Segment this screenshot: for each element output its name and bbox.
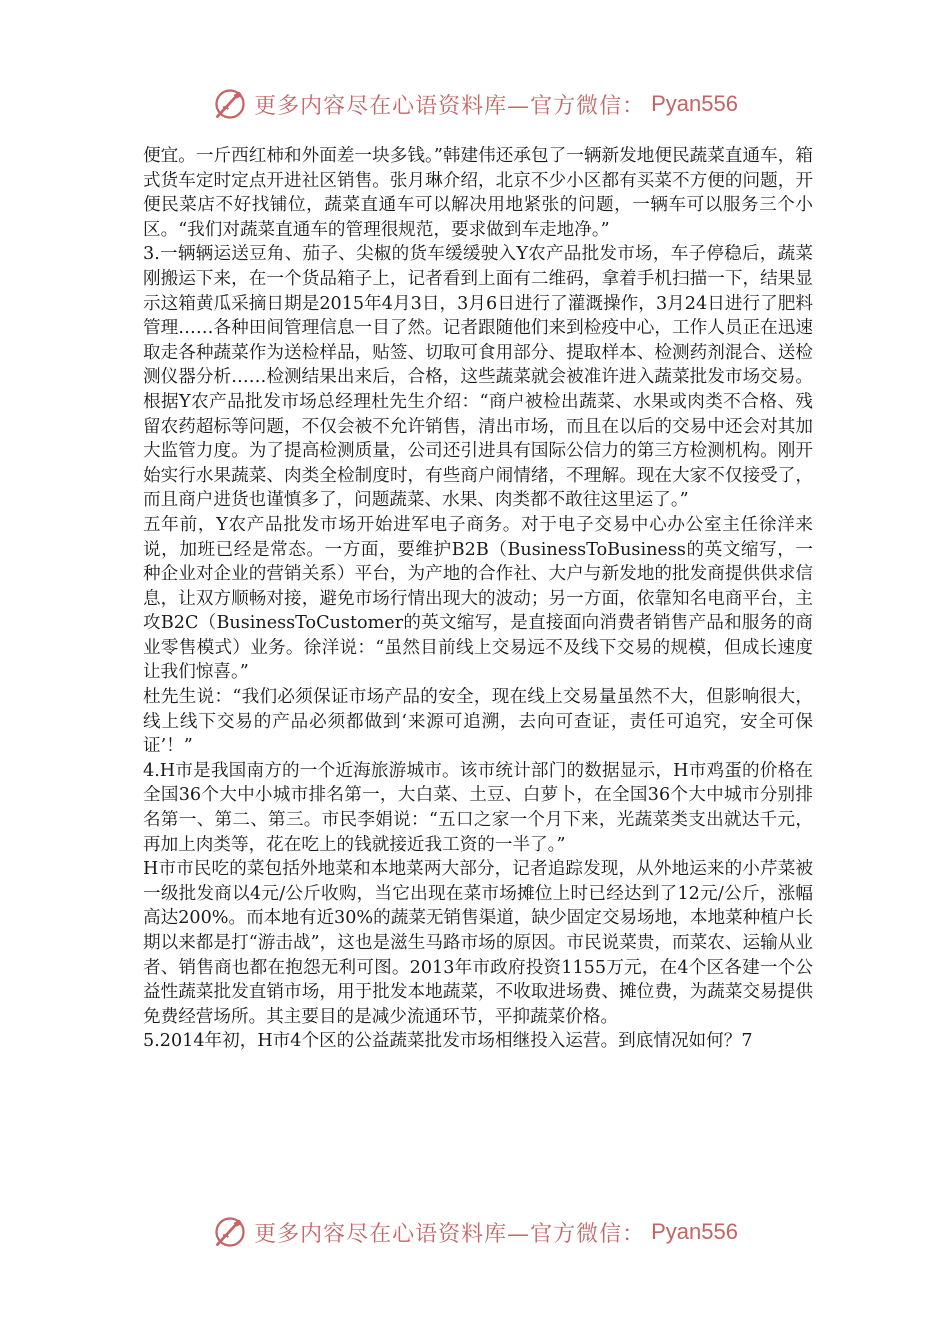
- watermark-text: 更多内容尽在心语资料库—官方微信：: [254, 1221, 646, 1247]
- watermark-wechat-id: Pyan556: [651, 1219, 738, 1244]
- paragraph: 4.H市是我国南方的一个近海旅游城市。该市统计部门的数据显示，H市鸡蛋的价格在全国36个大中小城市排名第一，大白菜、土豆、白萝卜，在全国36个大中城市分别排名第一、第二、第三。市民李娟说：“五口之家一个月下来，光蔬菜类支出就达千元，再加上肉类等，花在吃上的钱就接近我工资的一半了。”: [143, 760, 813, 855]
- paragraph: 杜先生说：“我们必须保证市场产品的安全，现在线上交易量虽然不大，但影响很大，线上线下交易的产品必须都做到‘来源可追溯，去向可查证，责任可追究，安全可保证’！”: [143, 687, 813, 757]
- watermark-header: [0, 82, 950, 126]
- watermark-wechat-id: Pyan556: [651, 91, 738, 116]
- paragraph: 五年前，Y农产品批发市场开始进军电子商务。对于电子交易中心办公室主任徐洋来说，加班已经是常态。一方面，要维护B2B（BusinessToBusiness的英文缩写，一种企业对企业的营销关系）平台，为产地的合作社、大户与新发地的批发商提供供求信息，让双方顺畅对接，避免市场行情出现大的波动；另一方面，依靠知名电商平台，主攻B2C（BusinessToCustomer的英文缩写，是直接面向消费者销售产品和服务的商业零售模式）业务。徐洋说：“虽然目前线上交易远不及线下交易的规模，但成长速度让我们惊喜。”: [143, 514, 813, 683]
- paragraph: 3.一辆辆运送豆角、茄子、尖椒的货车缓缓驶入Y农产品批发市场，车子停稳后，蔬菜刚搬运下来，在一个货品箱子上，记者看到上面有二维码，拿着手机扫描一下，结果显示这箱黄瓜采摘日期是2015年4月3日，3月6日进行了灌溉操作，3月24日进行了肥料管理……各种田间管理信息一目了然。记者跟随他们来到检疫中心，工作人员正在迅速取走各种蔬菜作为送检样品，贴签、切取可食用部分、提取样本、检测药剂混合、送检测仪器分析……检测结果出来后，合格，这些蔬菜就会被准许进入蔬菜批发市场交易。根据Y农产品批发市场总经理杜先生介绍：“商户被检出蔬菜、水果或肉类不合格、残留农药超标等问题，不仅会被不允许销售，清出市场，而且在以后的交易中还会对其加大监管力度。为了提高检测质量，公司还引进具有国际公信力的第三方检测机构。刚开始实行水果蔬菜、肉类全检制度时，有些商户闹情绪，不理解。现在大家不仅接受了，而且商户进货也谨慎多了，问题蔬菜、水果、肉类都不敢往这里运了。”: [143, 244, 813, 511]
- watermark-footer: [0, 1210, 950, 1254]
- document-body: [143, 144, 813, 1054]
- paragraph: 5.2014年初，H市4个区的公益蔬菜批发市场相继投入运营。到底情况如何？7: [143, 1031, 753, 1052]
- pen-logo-icon: [212, 1214, 248, 1250]
- paragraph: 便宜。一斤西红柿和外面差一块多钱。”韩建伟还承包了一辆新发地便民蔬菜直通车，箱式货车定时定点开进社区销售。张月琳介绍，北京不少小区都有买菜不方便的问题，开便民菜店不好找铺位，蔬菜直通车可以解决用地紧张的问题，一辆车可以服务三个小区。“我们对蔬菜直通车的管理很规范，要求做到车走地净。”: [143, 146, 813, 240]
- pen-logo-icon: [212, 86, 248, 122]
- watermark-text: 更多内容尽在心语资料库—官方微信：: [254, 93, 646, 119]
- paragraph: H市市民吃的菜包括外地菜和本地菜两大部分，记者追踪发现，从外地运来的小芹菜被一级批发商以4元/公斤收购，当它出现在菜市场摊位上时已经达到了12元/公斤，涨幅高达200%。而本地有近30%的蔬菜无销售渠道，缺少固定交易场地，本地菜种植户长期以来都是打“游击战”，这也是滋生马路市场的原因。市民说菜贵，而菜农、运输从业者、销售商也都在抱怨无利可图。2013年市政府投资1155万元，在4个区各建一个公益性蔬菜批发直销市场，用于批发本地蔬菜，不收取进场费、摊位费，为蔬菜交易提供免费经营场所。其主要目的是减少流通环节，平抑蔬菜价格。: [143, 859, 814, 1027]
